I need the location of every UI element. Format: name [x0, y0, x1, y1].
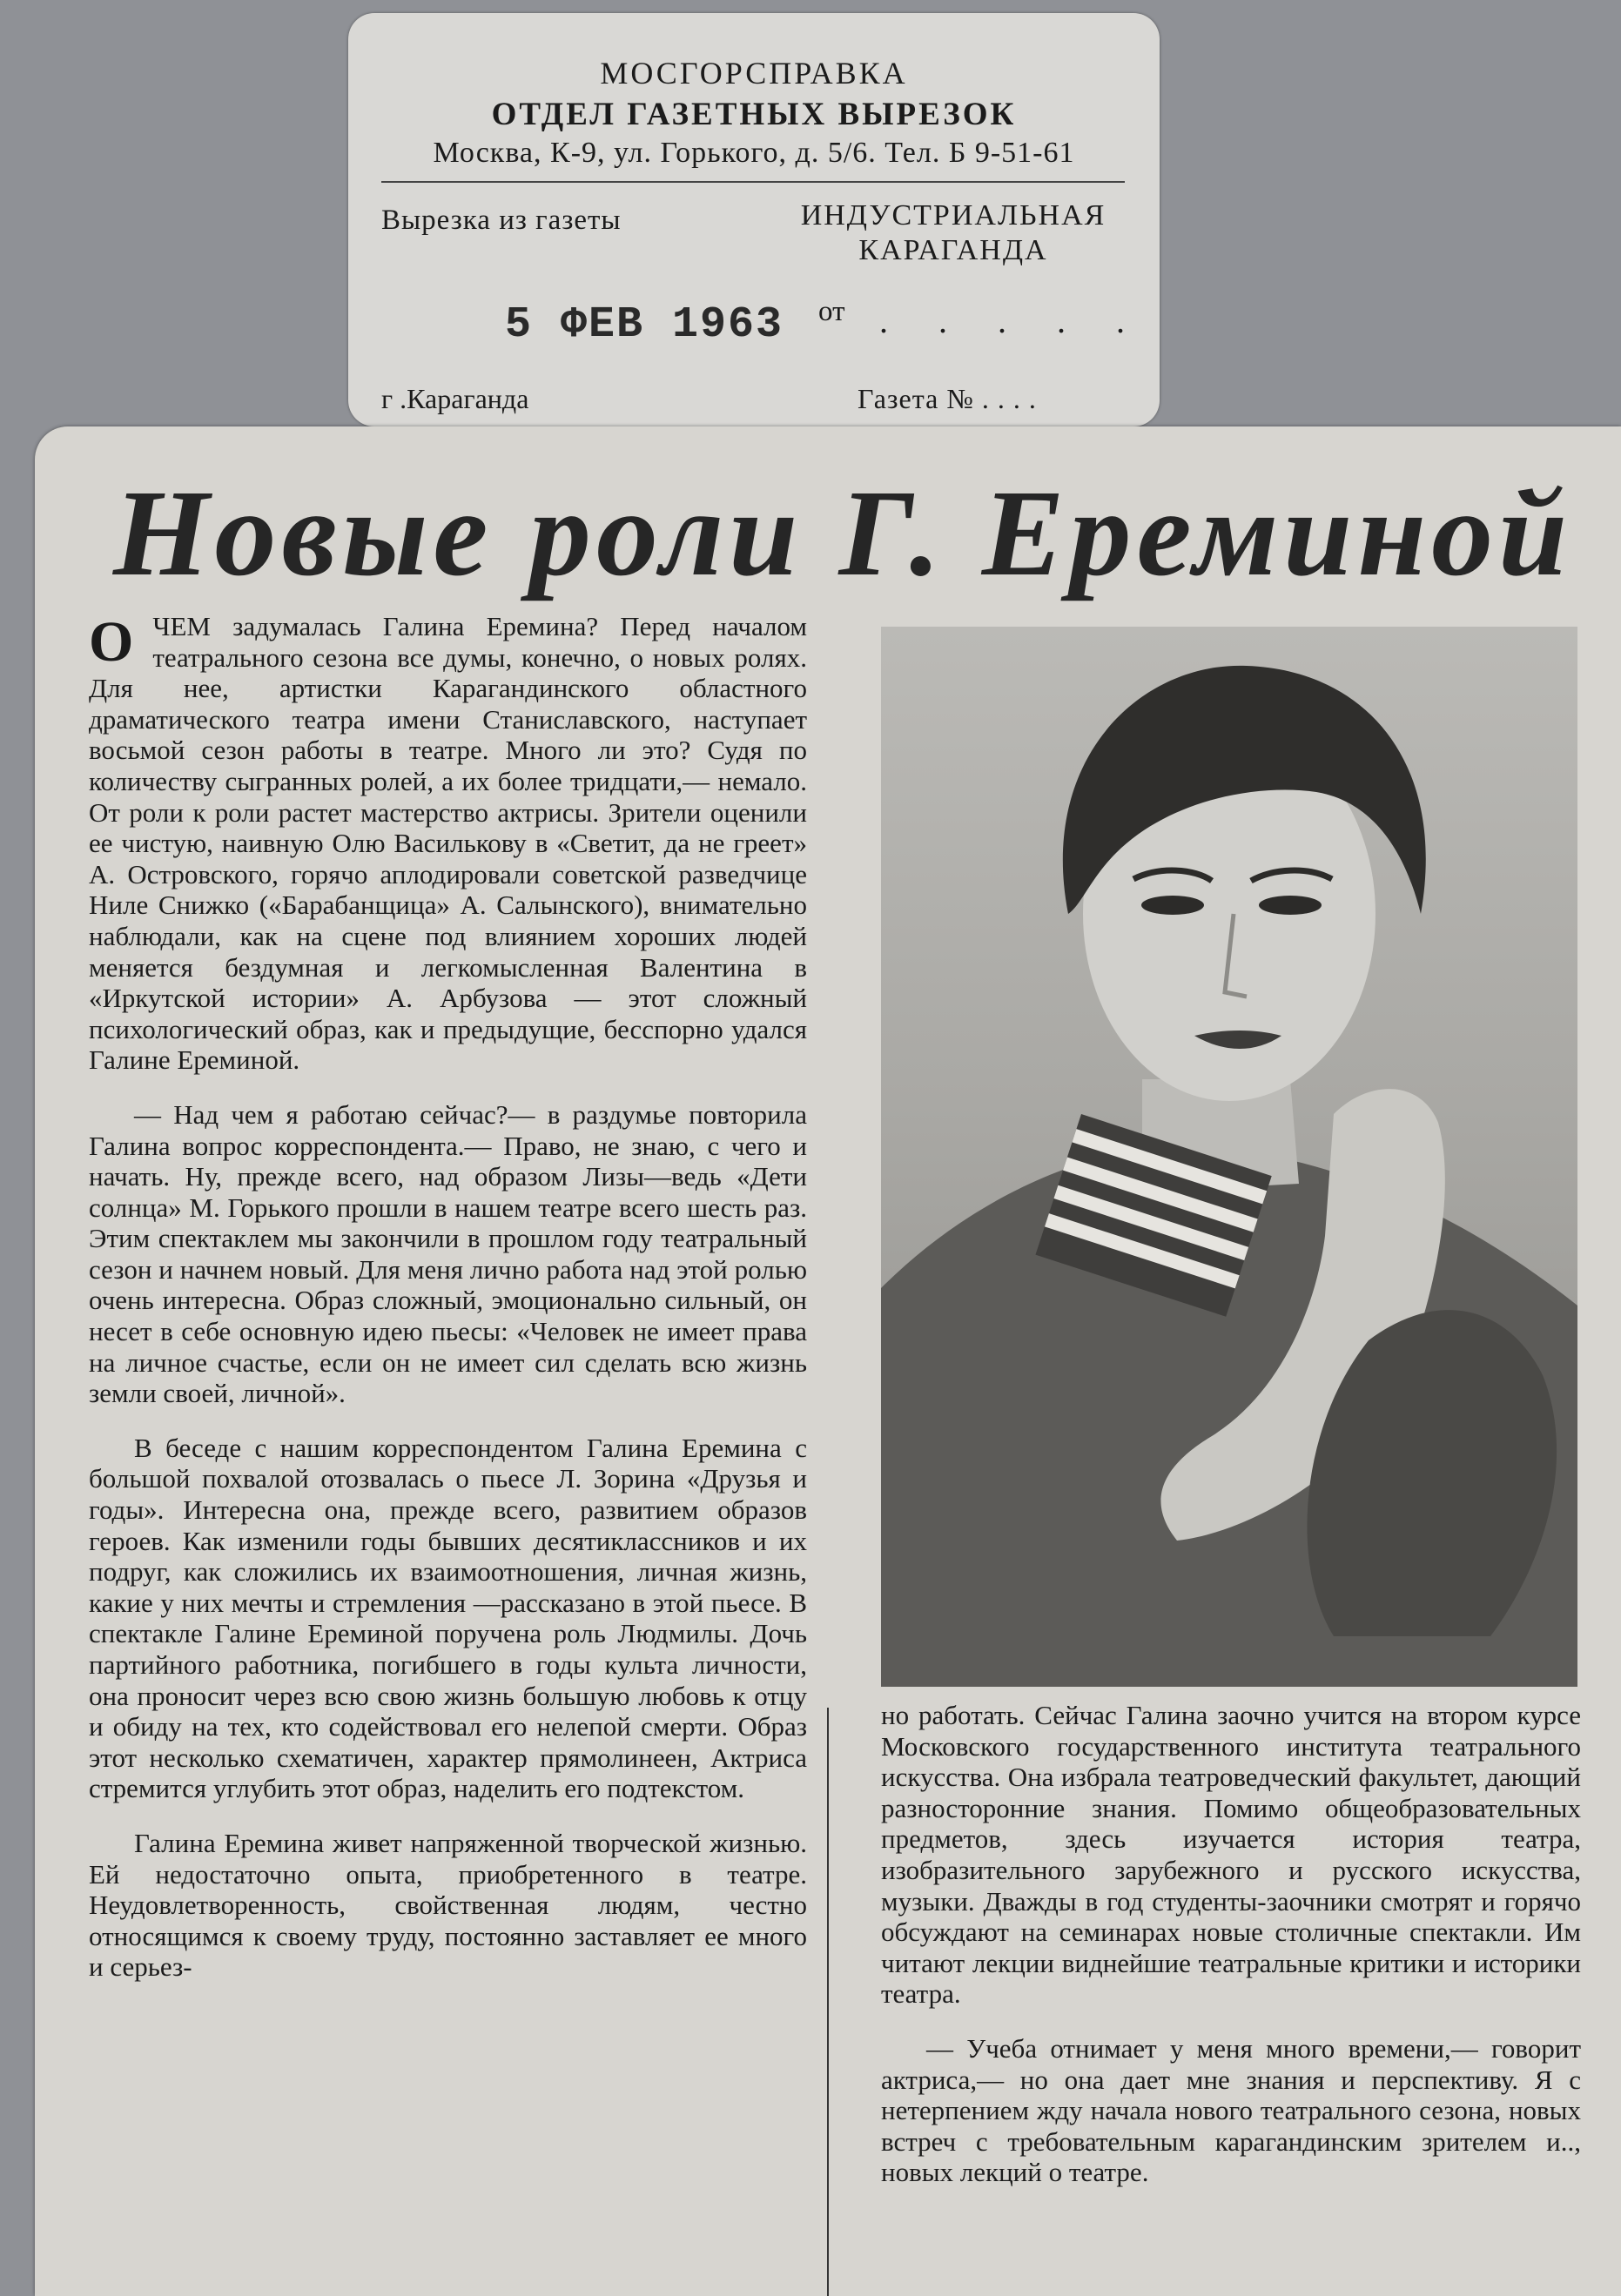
newspaper-name — [779, 198, 1127, 268]
portrait-illustration — [881, 627, 1577, 1687]
date-dots: . . . . . — [879, 301, 1146, 340]
article-paragraph: но работать. Сейчас Галина заочно учится на втором курсе Московского государственного института театрального искусства. Она избрала театроведческий факультет, дающий разносторонние знания. Помимо общеобразовательных предметов, здесь изучается история театра, изобразительного зарубежного и русского искусства, музыки. Дважды в год студенты-заочники смотрят и горячо обсуждают на семинарах новые столичные спектакли. Им читают лекции виднейшие театральные критики и историки театра. — [881, 1700, 1581, 2010]
city-label: г .Караганда — [381, 383, 529, 414]
article-paragraph: — Над чем я работаю сейчас?— в раздумье повторила Галина вопрос корреспондента.— Право, не знаю, с чего и начать. Ну, прежде всего, над образом Лизы—ведь «Дети солнца» М. Горького прошли в нашем театре всего шесть раз. Этим спектаклем мы закончили в прошлом году театральный сезон и начнем новый. Для меня лично работа над этой ролью очень интересна. Образ сложный, эмоционально сильный, он несет в себе основную идею пьесы: «Человек не имеет права на личное счастье, если он не имеет сил сделать всю жизнь земли своей, личной». — [89, 1098, 807, 1409]
clipping-service-slip — [348, 13, 1160, 426]
gazette-number: Газета № . . . . — [858, 383, 1037, 414]
article-right-column — [881, 1700, 1581, 2188]
paragraph-text: ЧЕМ задумалась Галина Еремина? Перед началом театрального сезона все думы, конечно, о новых ролях. Для нее, артистки Карагандинского областного драматического театра имени Станиславского, наступает восьмой сезон работы в театре. Много ли это? Судя по количеству сыгранных ролей, а их более тридцати,— немало. От роли к роли растет мастерство актрисы. Зрители оценили ее чистую, наивную Олю Василькову в «Светит, да не греет» А. Островского, горячо аплодировали советской разведчице Ниле Снижко («Барабанщица» А. Салынского), внимательно наблюдали, как на сцене под влиянием хороших людей меняется бездумная и легкомысленная Валентина в «Иркутской истории» А. Арбузова — этот сложный психологический образ, как и предыдущие, бесспорно удался Галине Ереминой. — [89, 611, 807, 1076]
newspaper-clipping — [35, 426, 1621, 2296]
newspaper-name-line2: КАРАГАНДА — [858, 234, 1048, 266]
article-left-column — [89, 611, 807, 1983]
slip-divider — [381, 181, 1125, 183]
article-paragraph: Галина Еремина живет напряженной творческой жизнью. Ей недостаточно опыта, приобретенного в театре. Неудовлетворенность, свойственная людям, честно относящимся к своему труду, постоянно заставляет ее много и серьез- — [89, 1827, 807, 1983]
from-label: от — [818, 296, 845, 327]
actress-portrait-photo — [881, 627, 1577, 1687]
column-divider — [827, 1708, 829, 2296]
newspaper-name-line1: ИНДУСТРИАЛЬНАЯ — [800, 199, 1106, 232]
source-label: Вырезка из газеты — [381, 205, 622, 236]
article-headline: Новые роли Г. Ереминой — [113, 464, 1573, 601]
department-name: ОТДЕЛ ГАЗЕТНЫХ ВЫРЕЗОК — [491, 97, 1017, 132]
date-stamp: 5 ФЕВ 1963 — [505, 300, 784, 350]
drop-cap: О — [89, 610, 134, 674]
article-paragraph — [89, 611, 807, 1076]
article-paragraph: — Учеба отнимает у меня много времени,— говорит актриса,— но она дает мне знания и перспективу. Я с нетерпением жду начала нового театрального сезона, новых встреч с требовательным карагандинским зрителем и.., новых лекций о театре. — [881, 2032, 1581, 2188]
agency-name: МОСГОРСПРАВКА — [600, 56, 908, 91]
article-paragraph: В беседе с нашим корреспондентом Галина Еремина с большой похвалой отозвалась о пьесе Л. Зорина «Друзья и годы». Интересна она, прежде всего, развитием образов героев. Как изменили годы бывших десятиклассников и их подруг, как сложились их взаимоотношения, личная жизнь, какие у них мечты и стремления —рассказано в этой пьесе. В спектакле Галине Ереминой поручена роль Людмилы. Дочь партийного работника, погибшего в годы культа личности, она проносит через всю свою жизнь большую любовь к отцу и обиду на тех, кто содействовал его нелепой смерти. Образ этот несколько схематичен, характер прямолинеен, Актриса стремится углубить этот образ, наделить его подтекстом. — [89, 1432, 807, 1804]
agency-address: Москва, К-9, ул. Горького, д. 5/6. Тел. Б 9-51-61 — [433, 137, 1075, 169]
